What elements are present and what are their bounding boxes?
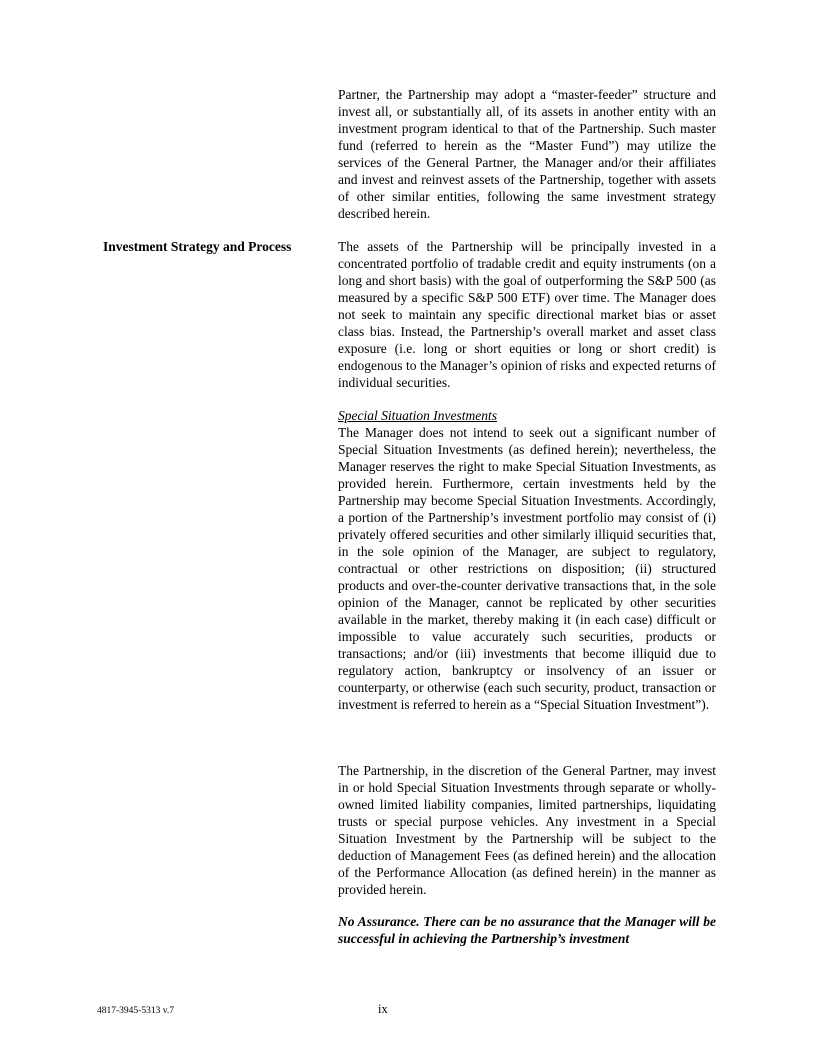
strategy-paragraph — [338, 238, 716, 391]
special-situation-heading: Special Situation Investments — [338, 408, 497, 423]
special-situation-block — [338, 407, 716, 713]
section-heading: Investment Strategy and Process — [103, 239, 292, 254]
footer-page-number: ix — [378, 1002, 388, 1016]
no-assurance-paragraph — [338, 913, 716, 947]
discretion-text: The Partnership, in the discretion of the General Partner, may invest in or hold Special Situation Investments through separate or wholly-owned limited liability companies, limited partnerships, liquidating trusts or special purpose vehicles. Any investment in a Special Situation Investment by the Partnership will be subject to the deduction of Management Fees (as defined herein) and the allocation of the Performance Allocation (as defined herein) in the manner as provided herein. — [338, 763, 716, 897]
strategy-text: The assets of the Partnership will be principally invested in a concentrated portfolio of tradable credit and equity instruments (on a long and short basis) with the goal of outperforming the S&P 500 (as measured by a specific S&P 500 ETF) over time. The Manager does not seek to maintain any specific directional market bias or asset class bias. Instead, the Partnership’s overall market and asset class exposure (i.e. long or short equities or long or short credit) is endogenous to the Manager’s opinion of risks and expected returns of individual securities. — [338, 239, 716, 390]
discretion-paragraph — [338, 762, 716, 898]
footer-document-id: 4817-3945-5313 v.7 — [97, 1006, 174, 1016]
no-assurance-text: No Assurance. There can be no assurance that the Manager will be successful in achieving the Partnership’s investment — [338, 914, 716, 946]
intro-continuation-paragraph — [338, 86, 716, 222]
special-situation-text: The Manager does not intend to seek out a significant number of Special Situation Investments (as defined herein); nevertheless, the Manager reserves the right to make Special Situation Investments, as provided herein. Furthermore, certain investments held by the Partnership may become Special Situation Investments. Accordingly, a portion of the Partnership’s investment portfolio may consist of (i) privately offered securities and other similarly illiquid securities that, in the sole opinion of the Manager, are subject to regulatory, contractual or other restrictions on disposition; (ii) structured products and over-the-counter derivative transactions that, in the sole opinion of the Manager, cannot be replicated by other securities available in the market, thereby making it (in each case) difficult or impossible to value accurately such securities, products or transactions; and/or (iii) investments that become illiquid due to regulatory action, bankruptcy or insolvency of an issuer or counterparty, or otherwise (each such security, product, transaction or investment is referred to herein as a “Special Situation Investment”). — [338, 425, 716, 712]
intro-continuation-text: Partner, the Partnership may adopt a “master-feeder” structure and invest all, or substantially all, of its assets in another entity with an investment program identical to that of the Partnership. Such master fund (referred to herein as the “Master Fund”) may utilize the services of the General Partner, the Manager and/or their affiliates and invest and reinvest assets of the Partnership, together with assets of other similar entities, following the same investment strategy described herein. — [338, 87, 716, 221]
